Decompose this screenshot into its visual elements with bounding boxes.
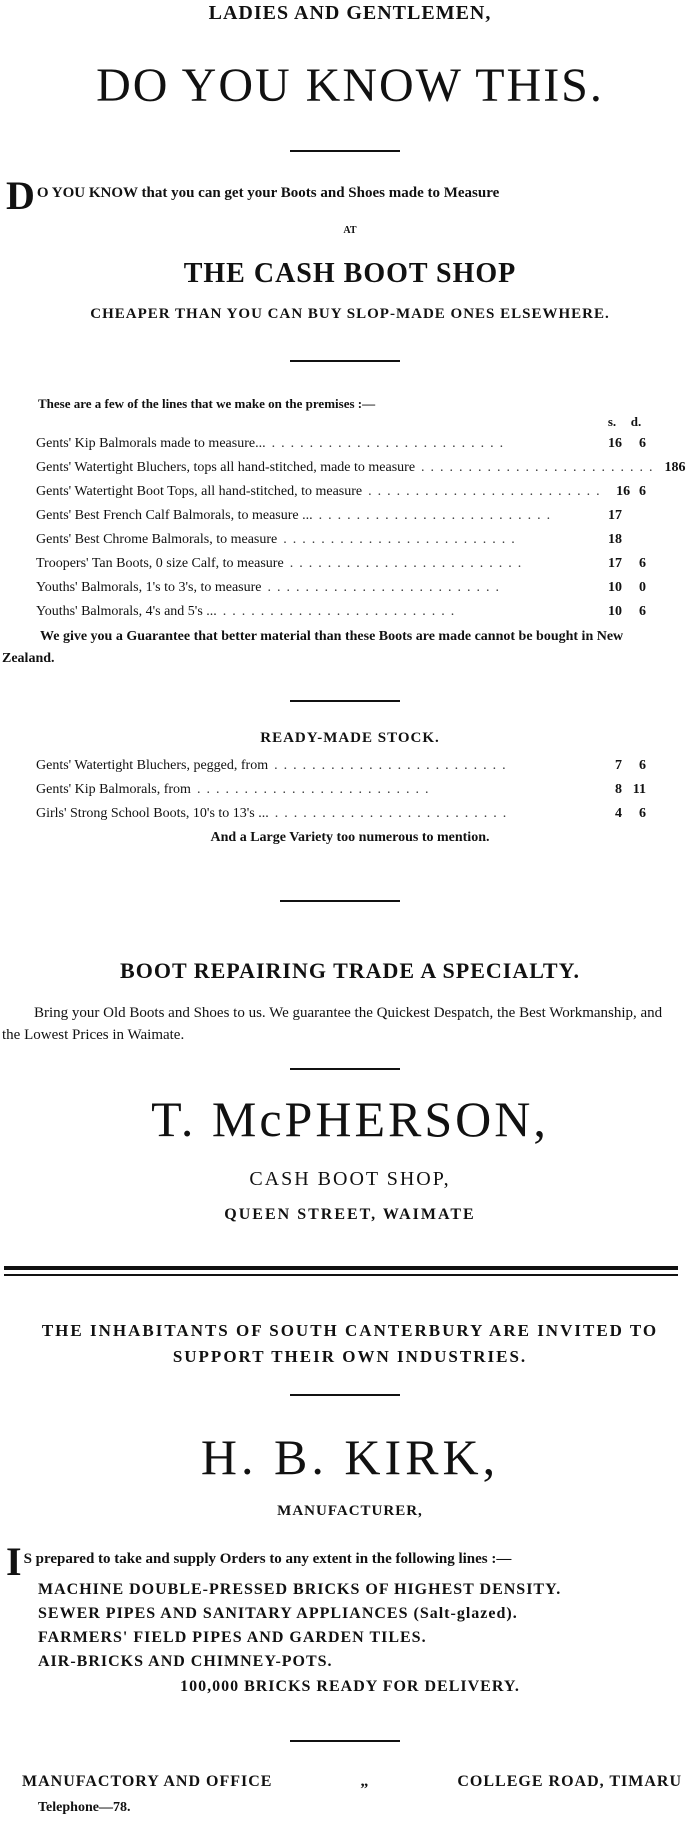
item-pence: 0 [639,580,646,595]
intro-text: O YOU KNOW that you can get your Boots and Shoes made to Measure [36,185,500,201]
item-desc: Youths' Balmorals, 4's and 5's ... [36,604,217,619]
price-row: Gents' Kip Balmorals made to measure... ......................... 16 6 [36,436,646,451]
item-desc: Gents' Watertight Boot Tops, all hand-stitched, to measure [36,484,363,499]
product-list [38,1578,561,1674]
invitation [0,1318,700,1370]
item-pence: 11 [632,782,646,797]
item-desc: Gents' Watertight Bluchers, pegged, from [36,758,269,773]
large-variety-note: And a Large Variety too numerous to mention. [210,830,490,845]
item-pence: 6 [678,460,686,475]
dropcap-d: D [6,173,35,218]
price-row: Gents' Watertight Bluchers, pegged, from ......................... 7 6 [36,758,646,773]
factory-address: COLLEGE ROAD, TIMARU [457,1773,682,1790]
section-divider [4,1274,678,1276]
divider [280,900,400,902]
price-row: Gents' Best Chrome Balmorals, to measure ......................... 18 [36,532,622,547]
factory-label: MANUFACTORY AND OFFICE [22,1773,273,1790]
kirk-title: MANUFACTURER, [277,1503,423,1519]
cheaper-tagline: CHEAPER THAN YOU CAN BUY SLOP-MADE ONES ELSEWHERE. [90,306,610,322]
item-desc: Girls' Strong School Boots, 10's to 13's ... [36,806,269,821]
intro-line [6,173,696,218]
price-row: Youths' Balmorals, 4's and 5's ... ......................... 10 6 [36,604,646,619]
invitation-line-2: SUPPORT THEIR OWN INDUSTRIES. [172,1347,528,1366]
divider [290,360,400,362]
item-desc: Youths' Balmorals, 1's to 3's, to measure [36,580,262,595]
divider [290,150,400,152]
product-item: AIR-BRICKS AND CHIMNEY-POTS. [38,1653,333,1670]
lines-intro: These are a few of the lines that we make on the premises :— [38,396,376,411]
item-desc: Gents' Best French Calf Balmorals, to measure ... [36,508,313,523]
pence-header: d. [630,414,642,429]
item-desc: Gents' Kip Balmorals, from [36,782,191,797]
repairing-title: BOOT REPAIRING TRADE A SPECIALTY. [120,958,580,983]
prepared-text: S prepared to take and supply Orders to any extent in the following lines :— [23,1551,512,1567]
item-shillings: 18 [608,532,622,547]
dropcap-i: I [6,1539,22,1584]
price-column-headers [600,414,648,430]
divider [290,700,400,702]
bricks-ready: 100,000 BRICKS READY FOR DELIVERY. [180,1678,520,1695]
factory-mark: „ [360,1773,370,1790]
price-row: Gents' Watertight Boot Tops, all hand-stitched, to measure ......................... 16 6 [36,484,646,499]
item-shillings: 10 [608,580,622,595]
mcpherson-name: T. McPHERSON, [151,1091,549,1147]
item-shillings: 10 [608,604,622,619]
guarantee-text: We give you a Guarantee that better material than these Boots are made cannot be bought in New Zealand. [2,629,624,666]
item-shillings: 8 [615,782,622,797]
price-row: Gents' Kip Balmorals, from ......................... 8 11 [36,782,646,797]
item-desc: Gents' Best Chrome Balmorals, to measure [36,532,278,547]
item-shillings: 17 [608,508,622,523]
price-row: Troopers' Tan Boots, 0 size Calf, to measure ......................... 17 6 [36,556,646,571]
ready-made-title: READY-MADE STOCK. [260,730,440,746]
item-shillings: 16 [608,436,622,451]
kirk-name: H. B. KIRK, [200,1429,500,1485]
price-row: Gents' Best French Calf Balmorals, to measure ... ......................... 17 [36,508,622,523]
factory-line [22,1773,682,1791]
item-pence: 6 [639,806,646,821]
item-pence: 6 [639,436,646,451]
price-row: Gents' Watertight Bluchers, tops all hand-stitched, made to measure ......................... 18 6 [36,460,686,475]
product-item: SEWER PIPES AND SANITARY APPLIANCES (Salt-glazed). [38,1605,518,1622]
headline: DO YOU KNOW THIS. [96,59,604,112]
section-divider [4,1266,678,1270]
shillings-header: s. [607,414,617,429]
salutation: LADIES AND GENTLEMEN, [208,2,492,24]
invitation-line-1: THE INHABITANTS OF SOUTH CANTERBURY ARE INVITED TO [41,1321,659,1340]
divider [290,1740,400,1742]
mcpherson-shop: CASH BOOT SHOP, [249,1168,451,1190]
prepared-line [6,1539,696,1584]
repairing-body: Bring your Old Boots and Shoes to us. We guarantee the Quickest Despatch, the Best Workmanship, and the Lowest Prices in Waimate. [2,1005,663,1043]
telephone: Telephone—78. [38,1800,131,1815]
divider [290,1394,400,1396]
item-shillings: 7 [615,758,622,773]
shop-title: THE CASH BOOT SHOP [183,258,517,289]
mcpherson-street: QUEEN STREET, WAIMATE [224,1206,476,1223]
divider [290,1068,400,1070]
item-desc: Gents' Kip Balmorals made to measure... [36,436,266,451]
product-item: MACHINE DOUBLE-PRESSED BRICKS OF HIGHEST DENSITY. [38,1581,562,1598]
price-row: Girls' Strong School Boots, 10's to 13's ... ......................... 4 6 [36,806,646,821]
item-pence: 6 [639,604,646,619]
item-pence: 6 [639,758,646,773]
item-pence: 6 [639,556,646,571]
item-pence: 6 [639,484,646,499]
item-desc: Gents' Watertight Bluchers, tops all hand-stitched, made to measure [36,460,416,475]
item-shillings: 17 [608,556,622,571]
product-item: FARMERS' FIELD PIPES AND GARDEN TILES. [38,1629,427,1646]
price-row: Youths' Balmorals, 1's to 3's, to measure ......................... 10 0 [36,580,646,595]
item-shillings: 18 [664,460,679,475]
item-desc: Troopers' Tan Boots, 0 size Calf, to measure [36,556,284,571]
item-shillings: 16 [616,484,631,499]
item-shillings: 4 [615,806,622,821]
at-label: AT [343,225,357,236]
